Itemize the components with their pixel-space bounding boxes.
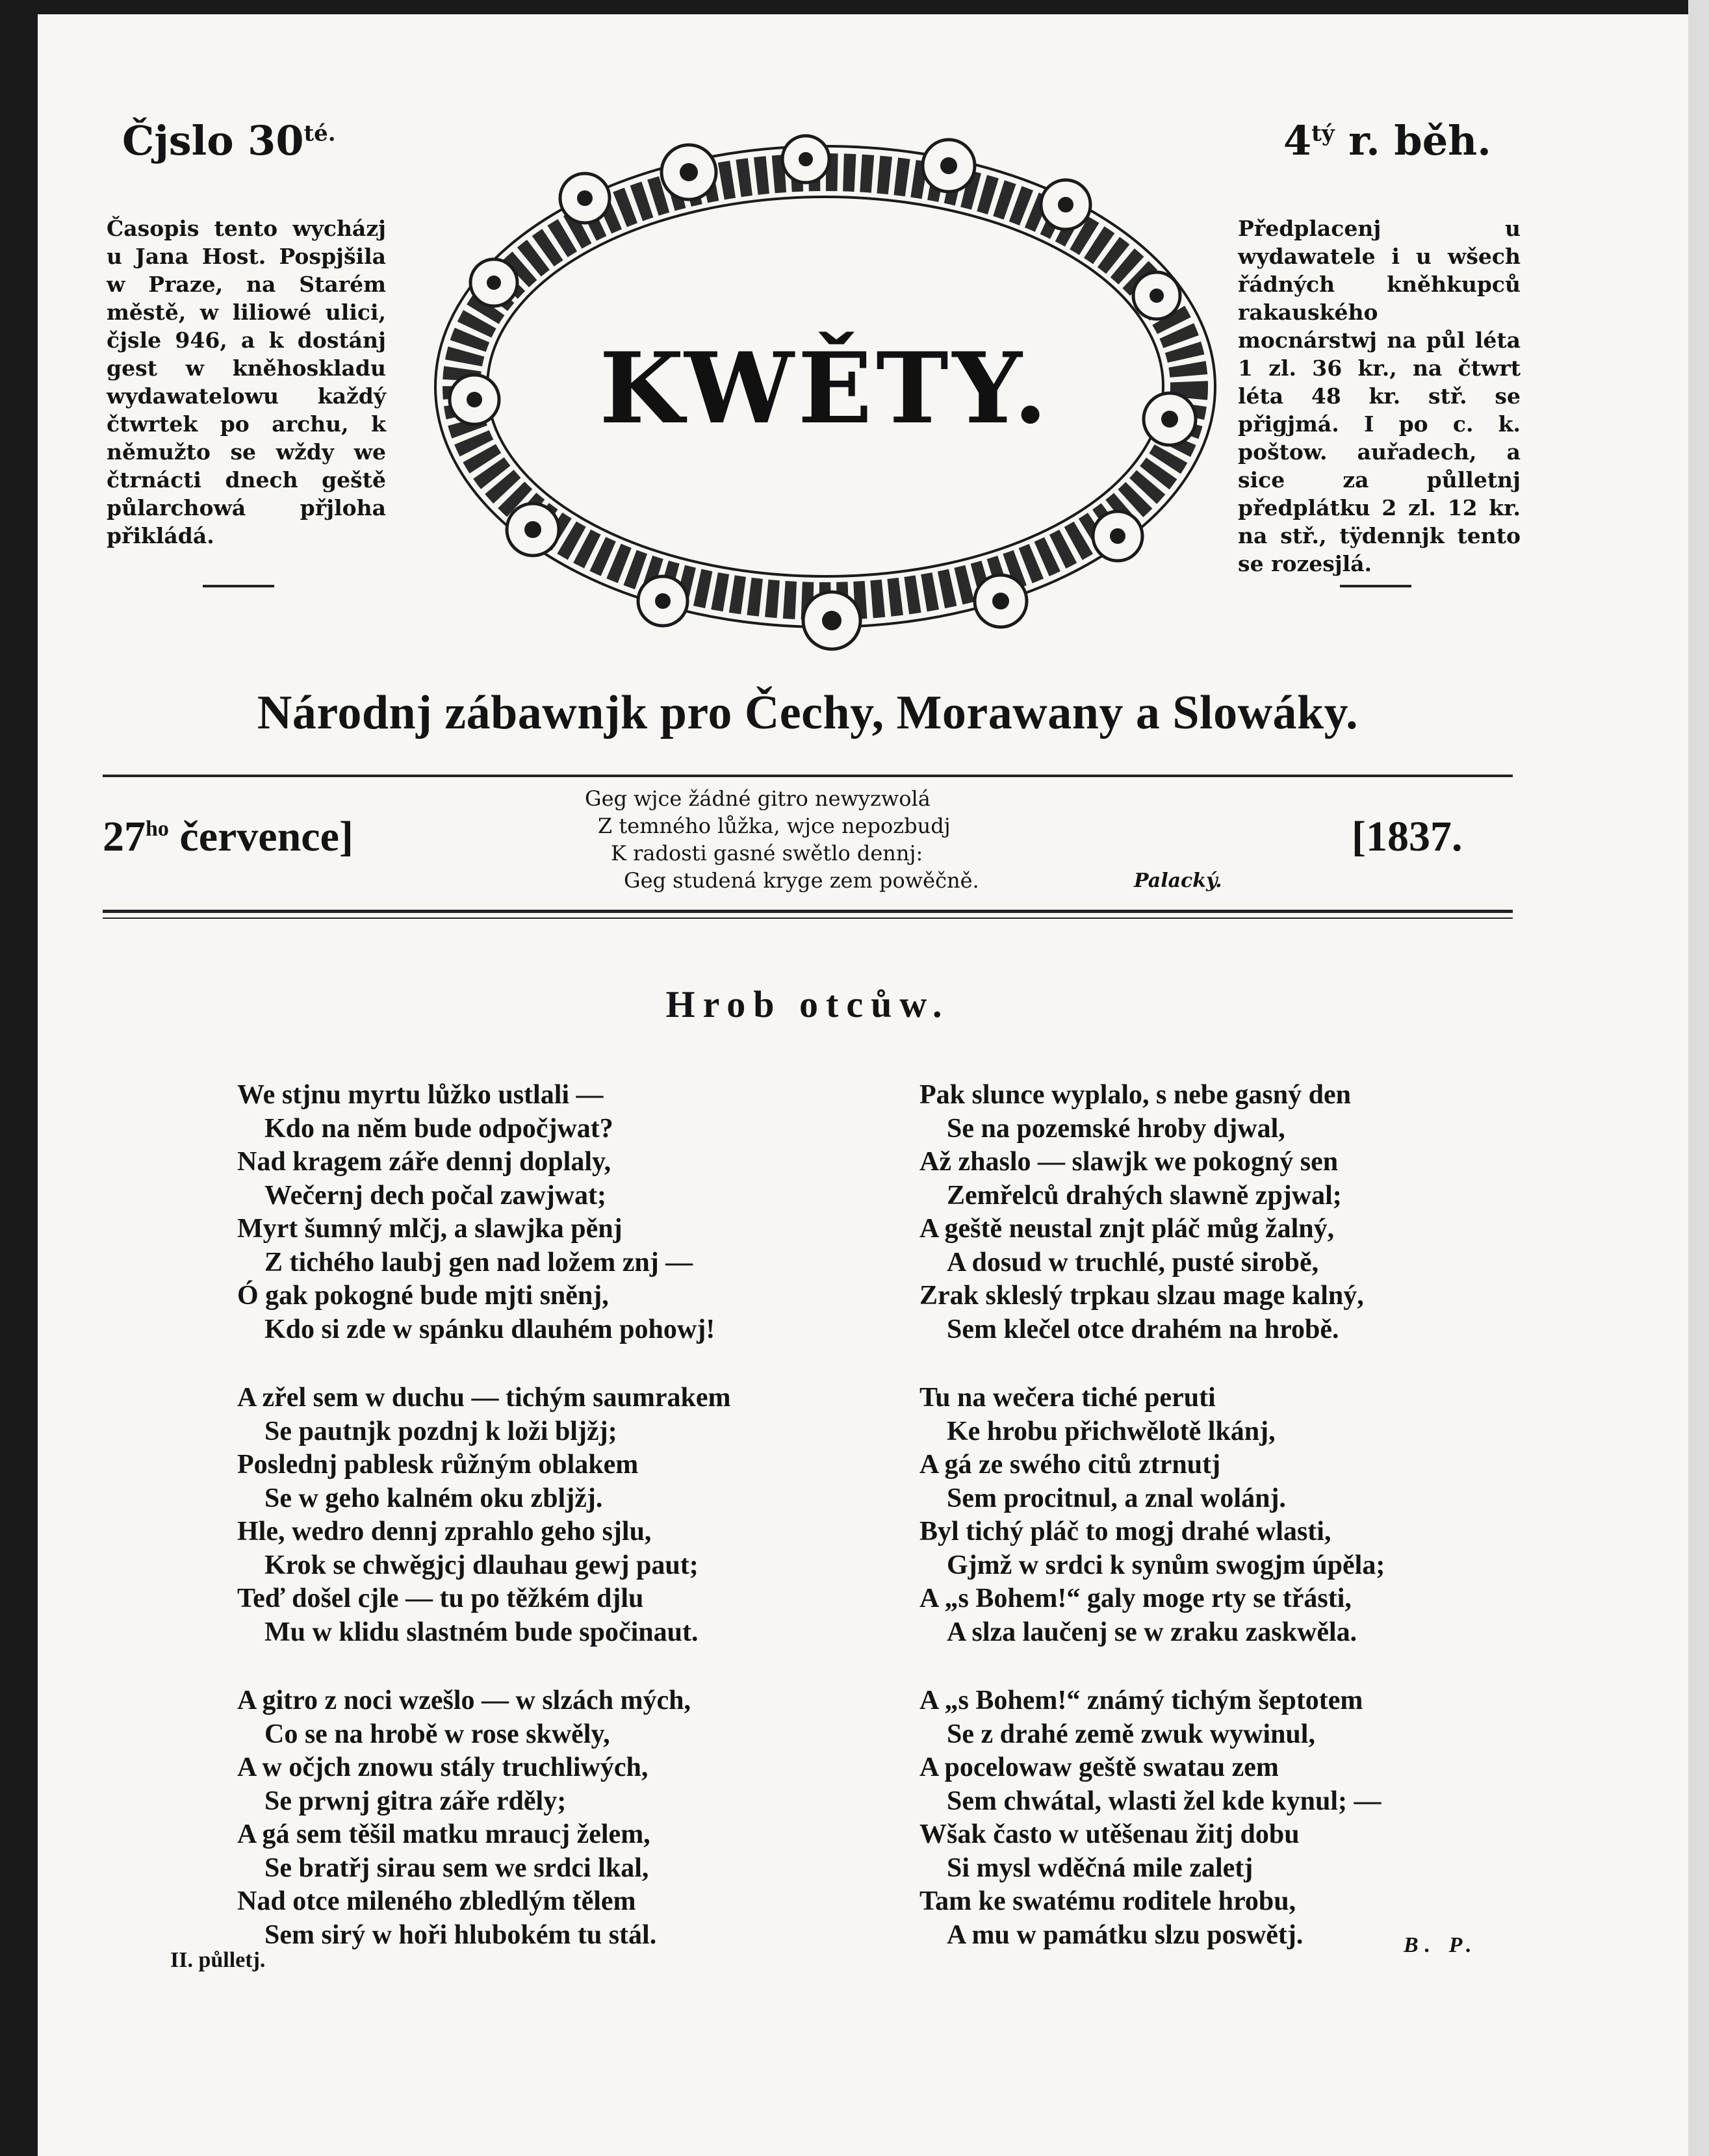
header-rule-bottom-thin [103, 918, 1513, 919]
verse-line: Hle, wedro dennj zprahlo geho sjlu, [237, 1517, 652, 1546]
verse-line: Co se na hrobě w rose skwěly, [264, 1719, 610, 1749]
verse-line: A gitro z noci wzešlo — w slzách mých, [237, 1686, 691, 1715]
poem-column-right [919, 1079, 1491, 1952]
verse-line: Teď došel cjle — tu po těžkém djlu [237, 1584, 644, 1613]
verse-line: Mu w klidu slastném bude spočinaut. [264, 1617, 699, 1647]
verse-line: A zřel sem w duchu — tichým saumrakem [237, 1383, 731, 1413]
motto-line: Z temného lůžka, wjce nepozbudj [598, 814, 951, 838]
verse-line: Sem chwátal, wlasti žel kde kynul; — [947, 1786, 1381, 1816]
issue-number: Čjslo $30^{té.}$ [122, 117, 336, 164]
verse-line: A w očjch znowu stály truchliwých, [237, 1752, 649, 1782]
verse-line: A pocelowaw geště swatau zem [919, 1752, 1279, 1782]
issue-date: $27^{ho}$ července] [103, 813, 353, 860]
header-rule-top [103, 775, 1513, 777]
verse-line: Byl tichý pláč to mogj drahé wlasti, [919, 1517, 1331, 1546]
author-signature: B. P. [1404, 1933, 1478, 1957]
verse-line: A „s Bohem!“ známý tichým šeptotem [919, 1686, 1363, 1715]
verse-line: Si mysl wděčná mile zaletj [947, 1853, 1253, 1883]
poem-title: Hrob otcůw. [665, 983, 950, 1025]
stanza [237, 1079, 809, 1346]
motto-author: Palacký. [1134, 869, 1222, 892]
header-rule-bottom [103, 910, 1513, 913]
verse-line: Nad otce mileného zbledlým tělem [237, 1886, 636, 1916]
verse-line: Se na pozemské hroby djwal, [947, 1113, 1285, 1144]
verse-line: Krok se chwěgjcj dlauhau gewj paut; [264, 1550, 699, 1580]
page-edge [1688, 0, 1709, 2156]
stanza [919, 1381, 1491, 1649]
stanza [919, 1684, 1491, 1952]
verse-line: Ke hrobu přichwělotě lkánj, [947, 1416, 1276, 1446]
verse-line: Kdo si zde w spánku dlauhém pohowj! [264, 1314, 715, 1344]
motto-line: Geg wjce žádné gitro newyzwolá [585, 786, 931, 811]
volume-year: $4^{tý}$ r. běh. [1283, 117, 1491, 164]
verse-line: A slza laučenj se w zraku zaskwěla. [947, 1617, 1357, 1647]
verse-line: Poslednj pablesk růžným oblakem [237, 1450, 639, 1480]
verse-line: A geště neustal znjt pláč můg žalný, [919, 1214, 1335, 1244]
verse-line: Wšak často w utěšenau žitj dobu [919, 1819, 1300, 1849]
verse-line: We stjnu myrtu lůžko ustlali — [237, 1080, 604, 1110]
verse-line: A „s Bohem!“ galy moge rty se třásti, [919, 1584, 1352, 1613]
verse-line: Zrak skleslý trpkau slzau mage kalný, [919, 1281, 1364, 1311]
verse-line: Zemřelců drahých slawně zpjwal; [947, 1180, 1342, 1211]
verse-line: Pak slunce wyplalo, s nebe gasný den [919, 1080, 1351, 1110]
verse-line: Gjmž w srdci k synům swogjm úpěla; [947, 1550, 1385, 1580]
verse-line: Tu na wečera tiché peruti [919, 1383, 1216, 1413]
poem-column-left [237, 1079, 809, 1952]
verse-line: Z tichého laubj gen nad ložem znj — [264, 1247, 693, 1277]
verse-line: Sem klečel otce drahém na hrobě. [947, 1314, 1339, 1344]
verse-line: A gá sem těšil matku mraucj želem, [237, 1819, 650, 1849]
verse-line: Wečernj dech počal zawjwat; [264, 1180, 607, 1211]
verse-line: Sem procitnul, a znal wolánj. [947, 1483, 1286, 1513]
verse-line: Se pautnjk pozdnj k loži blјžj; [264, 1416, 617, 1446]
verse-line: Kdo na něm bude odpočjwat? [264, 1113, 613, 1144]
verse-line: Až zhaslo — slawjk we pokogný sen [919, 1147, 1339, 1177]
footer-note: II. půlletj. [170, 1948, 266, 1972]
subscription-info: Předplacenj u wydawatele i u wšech řádných kněhkupců rakauského mocnárstwj na půl léta 1 zl. 36 kr., na čtwrt léta 48 kr. stř. se přigjmá. I po c. k. poštow. auřadech, a sice za půlletnj předplátku 2 zl. 12 kr. na stř., tÿdennjk tento se rozesjlá. [1238, 216, 1521, 576]
divider [1340, 585, 1411, 587]
stanza [237, 1684, 809, 1952]
verse-line: A gá ze swého citů ztrnutj [919, 1450, 1221, 1480]
verse-line: A dosud w truchlé, pusté sirobě, [947, 1247, 1319, 1277]
motto-line: K radosti gasné swětlo dennj: [611, 841, 923, 866]
verse-line: Myrt šumný mlčj, a slawjka pěnj [237, 1214, 623, 1244]
verse-line: Ó gak pokogné bude mjti sněnj, [237, 1281, 609, 1311]
verse-line: Se bratřj sirau sem we srdci lkal, [264, 1853, 649, 1883]
publisher-info: Časopis tento wycházj u Jana Host. Pospjšila w Praze, na Starém městě, w liliowé ulici, čjsle 946, a k dostánj gest w kněhoskladu wydawatelowu každý čtwrtek po archu, k němužto se wždy we čtrnácti dnech geště půlarchowá přjloha přikládá. [107, 216, 386, 548]
verse-line: Se w geho kalném oku zbljžj. [264, 1483, 603, 1513]
verse-line: Sem sirý w hoři hlubokém tu stál. [264, 1919, 657, 1950]
verse-line: Tam ke swatému roditele hrobu, [919, 1886, 1296, 1916]
masthead-title: KWĚTY. [599, 331, 1051, 446]
stanza [919, 1079, 1491, 1346]
verse-line: A mu w památku slzu poswětj. [947, 1919, 1304, 1950]
verse-line: Se z drahé země zwuk wywinul, [947, 1719, 1315, 1749]
divider [203, 585, 274, 587]
issue-year: [1837. [1352, 813, 1463, 860]
verse-line: Nad kragem záře dennj doplaly, [237, 1147, 611, 1177]
stanza [237, 1381, 809, 1649]
masthead-subtitle: Národnj zábawnjk pro Čechy, Morawany a Slowáky. [257, 686, 1359, 739]
verse-line: Se prwnj gitra záře rděly; [264, 1786, 567, 1816]
motto-line: Geg studená kryge zem powěčně. [624, 868, 979, 893]
